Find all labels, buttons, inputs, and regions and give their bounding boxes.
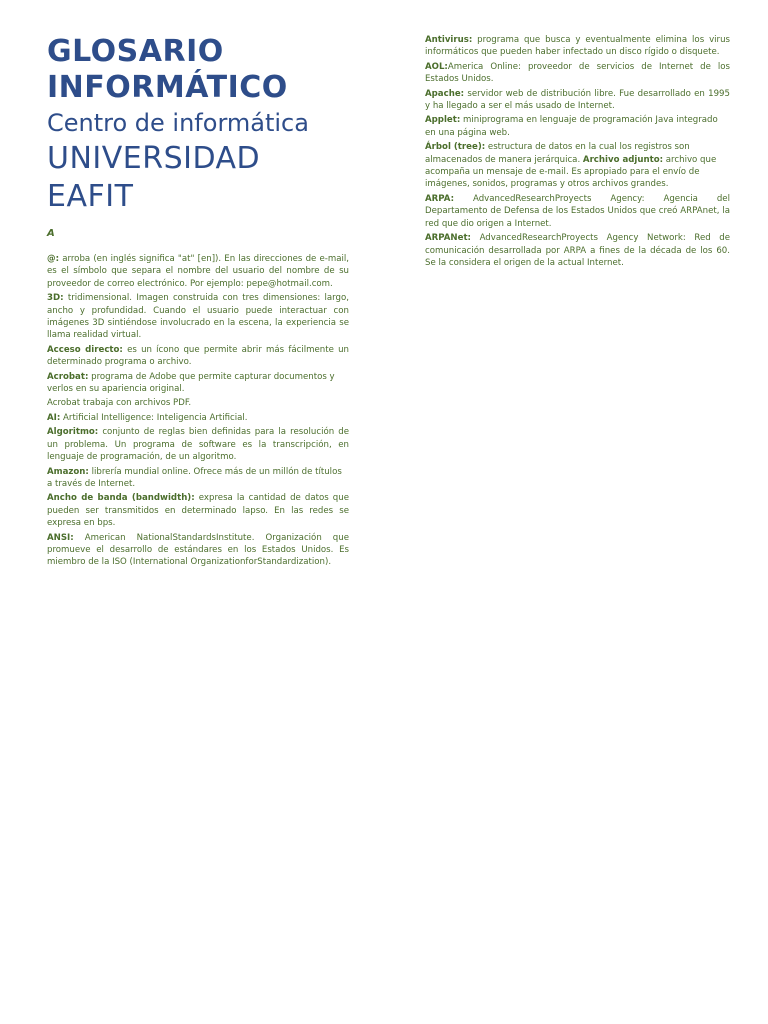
entry-definition: es un ícono que permite abrir más fácilmente un determinado programa o archivo. — [47, 344, 349, 368]
glossary-entry — [47, 397, 349, 409]
entry-term: Archivo adjunto: — [582, 154, 664, 165]
glossary-entry — [47, 292, 349, 342]
glossary-entry — [47, 344, 349, 369]
university-name: UNIVERSIDAD EAFIT — [47, 141, 261, 214]
entry-term: ARPA: — [425, 193, 455, 204]
glossary-entry — [425, 232, 730, 269]
entry-term: AI: — [47, 412, 61, 423]
glossary-entry — [425, 114, 730, 139]
entry-term: Apache: — [425, 88, 465, 99]
entry-definition: AdvancedResearchProyects Agency Network: Red de comunicación desarrollada por ARPA a fines de la década de los 60. Se la considera el origen de la actual Internet. — [425, 233, 730, 268]
glossary-entry — [47, 426, 349, 463]
glossary-entry — [425, 88, 730, 113]
entry-term: Árbol (tree): — [425, 142, 486, 153]
entry-definition: arroba (en inglés significa "at" [en]). En las direcciones de e-mail, es el símbolo que separa el nombre del usuario del nombre de su proveedor de correo electrónico. Por ejemplo: pepe@hotmail.com. — [47, 254, 349, 289]
glossary-entry — [47, 371, 349, 396]
left-column — [47, 34, 349, 571]
entry-definition: librería mundial online. Ofrece más de un millón de títulos a través de Internet. — [47, 466, 342, 489]
entry-definition: miniprograma en lenguaje de programación Java integrado en una página web. — [425, 115, 718, 138]
entry-term: @: — [47, 254, 60, 264]
page-title — [47, 34, 349, 106]
section-letter: A — [47, 228, 55, 239]
entry-definition: estructura de datos en la cual los registros son almacenados de manera jerárquica. — [425, 142, 690, 165]
entry-term: Acrobat: — [47, 371, 89, 382]
entry-definition: programa de Adobe que permite capturar documentos y verlos en su apariencia original. — [47, 371, 335, 395]
entry-term: ANSI: — [47, 532, 74, 543]
entry-definition: America Online: proveedor de servicios de Internet de los Estados Unidos. — [425, 61, 730, 85]
entry-term: Ancho de banda (bandwidth): — [47, 493, 195, 504]
entry-term: Amazon: — [47, 466, 89, 477]
entry-definition: Artificial Intelligence: Inteligencia Artificial. — [60, 412, 248, 423]
entry-definition: servidor web de distribución libre. Fue desarrollado en 1995 y ha llegado a ser el más usado de Internet. — [425, 88, 730, 112]
entry-definition: tridimensional. Imagen construida con tres dimensiones: largo, ancho y profundidad. Cuando el usuario puede interactuar con imágenes 3D sintiéndose involucrado en la escena, la experiencia se llama realidad virtual. — [47, 293, 349, 341]
entry-definition: expresa la cantidad de datos que pueden ser transmitidos en determinado lapso. En las redes se expresa en bps. — [47, 493, 349, 529]
entry-definition: AdvancedResearchProyects Agency: Agencia del Departamento de Defensa de los Estados Unidos que creó ARPAnet, la red que dio origen a Internet. — [425, 193, 730, 229]
glossary-entry — [425, 61, 730, 86]
glossary-entry — [47, 466, 349, 491]
entry-definition: programa que busca y eventualmente elimina los virus informáticos que pueden haber infectado un disco rígido o disquete. — [425, 35, 730, 58]
glossary-entry — [47, 532, 349, 569]
glossary-entry — [47, 412, 349, 424]
entry-term: 3D: — [47, 293, 64, 304]
entry-definition: Acrobat trabaja con archivos PDF. — [47, 398, 192, 409]
entry-definition: American NationalStandardsInstitute. Organización que promueve el desarrollo de estándares en los Estados Unidos. Es miembro de la ISO (International OrganizationforStandardization). — [47, 532, 349, 568]
entry-term: Algoritmo: — [47, 427, 99, 438]
entry-term: AOL: — [425, 61, 448, 72]
title-line-2: INFORMÁTICO — [47, 70, 288, 105]
entry-term: Antivirus: — [425, 35, 473, 45]
right-column — [425, 34, 730, 271]
glossary-entry — [47, 253, 349, 290]
entry-term: Applet: — [425, 115, 461, 126]
glossary-entry — [425, 141, 730, 191]
glossary-entry — [47, 492, 349, 529]
entry-term: ARPANet: — [425, 233, 471, 244]
entry-term: Acceso directo: — [47, 344, 123, 355]
title-line-1: GLOSARIO — [47, 34, 224, 69]
entry-definition: archivo que acompaña un mensaje de e-mail. Es apropiado para el envío de imágenes, sonidos, programas y otros archivos grandes. — [425, 154, 717, 190]
entry-definition: conjunto de reglas bien definidas para la resolución de un problema. Un programa de software es la transcripción, en lenguaje de programación, de un algoritmo. — [47, 427, 349, 463]
glossary-entry — [425, 34, 730, 59]
subtitle: Centro de informática — [47, 109, 309, 137]
glossary-entry — [425, 193, 730, 230]
